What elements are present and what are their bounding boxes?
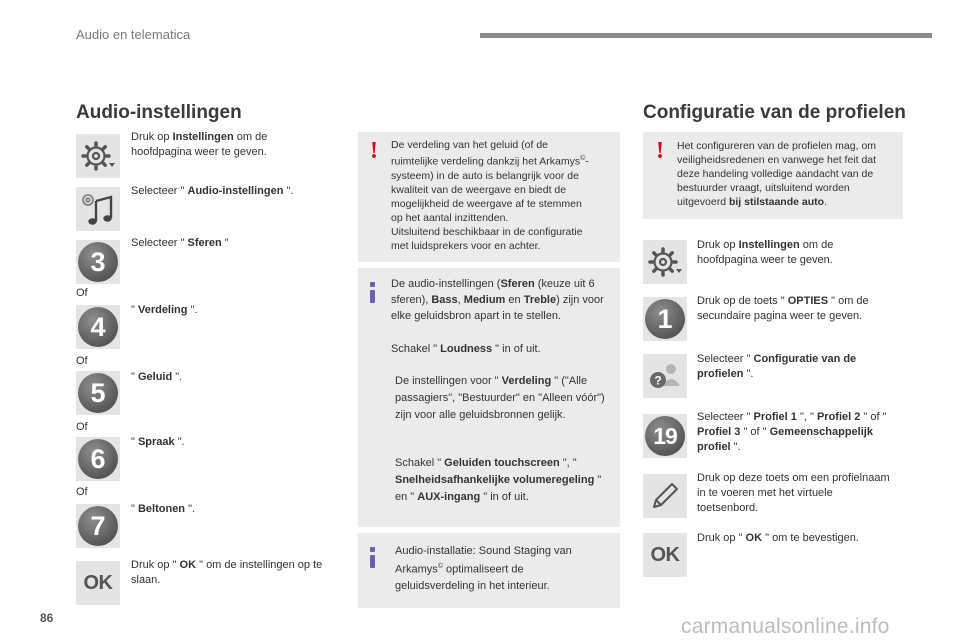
step-text-sferen: Selecteer " Sferen "	[131, 237, 229, 249]
exclamation-icon: !	[370, 138, 378, 164]
step-number-badge: 5	[78, 373, 118, 413]
step-text-verdeling: " Verdeling ".	[131, 304, 198, 316]
edit-tile	[643, 474, 687, 518]
ok-tile	[643, 533, 687, 577]
step-text-geluid: " Geluid ".	[131, 371, 183, 383]
exclamation-icon: !	[656, 138, 664, 164]
profiles-tile	[643, 354, 687, 398]
info-text-sferen: De audio-instellingen (Sferen (keuze uit 6 sferen), Bass, Medium en Treble) zijn voor elke geluidsbron apart in te stellen.	[391, 278, 604, 322]
step-badge-tile	[76, 305, 120, 349]
step-number-badge: 4	[78, 307, 118, 347]
step-number-badge: 7	[78, 506, 118, 546]
info-text-verdeling: De instellingen voor " Verdeling " ("Alle passagiers", "Bestuurder" en "Alleen vóór") zijn voor alle geluidsbronnen gelijk.	[395, 375, 605, 421]
step-number-badge: 19	[645, 416, 685, 456]
running-header: Audio en telematica	[76, 27, 191, 42]
info-text-sound-staging: Audio-installatie: Sound Staging van Arkamys© optimaliseert de geluidsverdeling in het interieur.	[395, 545, 572, 592]
pencil-icon	[645, 476, 685, 516]
audio-tile	[76, 187, 120, 231]
step-badge-tile	[76, 240, 120, 284]
step-number-badge: 3	[78, 242, 118, 282]
watermark: carmanualsonline.info	[681, 615, 890, 638]
step-badge-tile	[643, 297, 687, 341]
or-label: Of	[76, 355, 88, 367]
ok-icon: OK	[650, 543, 680, 566]
header-rule	[480, 33, 932, 38]
settings-tile	[76, 134, 120, 178]
warning-box-distribution	[358, 132, 620, 262]
or-label: Of	[76, 287, 88, 299]
profile-question-icon	[645, 356, 685, 396]
step-text-beltonen: " Beltonen ".	[131, 503, 196, 515]
ok-icon: OK	[83, 571, 113, 594]
step-text-spraak: " Spraak ".	[131, 436, 185, 448]
section-title-profiles: Configuratie van de profielen	[643, 102, 906, 123]
ok-tile	[76, 561, 120, 605]
or-label: Of	[76, 421, 88, 433]
step-text-profielnaam: Druk op deze toets om een profielnaam in te voeren met het virtuele toetsenbord.	[697, 472, 890, 514]
info-box-audio-settings	[358, 268, 620, 527]
step-text-profiel-select: Selecteer " Profiel 1 ", " Profiel 2 " of " Profiel 3 " of " Gemeenschappelijk profiel ".	[697, 411, 887, 453]
warning-text: De verdeling van het geluid (of de ruimtelijke verdeling dankzij het Arkamys©- systeem) in de auto is belangrijk voor de kwaliteit van de weergave en biedt de mogelijkheid de weergave af te stemmen op het aantal inzittenden. Uitsluitend beschikbaar in de configuratie met luidsprekers voor en achter.	[391, 139, 589, 252]
info-icon	[370, 282, 375, 303]
step-text-ok-save: Druk op " OK " om de instellingen op te slaan.	[131, 559, 323, 586]
step-text-instellingen: Druk op Instellingen om de hoofdpagina weer te geven.	[131, 131, 268, 158]
step-badge-tile	[76, 437, 120, 481]
music-note-icon	[78, 189, 118, 229]
info-text-touchscreen: Schakel " Geluiden touchscreen ", " Snelheidsafhankelijke volumeregeling " en " AUX-ingang " in of uit.	[395, 457, 602, 503]
info-icon	[370, 547, 375, 568]
or-label: Of	[76, 486, 88, 498]
info-box-arkamys	[358, 533, 620, 608]
step-number-badge: 1	[645, 299, 685, 339]
gear-icon	[645, 242, 685, 282]
svg-text:?: ?	[654, 373, 662, 388]
info-text-loudness: Schakel " Loudness " in of uit.	[391, 343, 541, 355]
step-text-ok-confirm: Druk op " OK " om te bevestigen.	[697, 532, 859, 544]
gear-icon	[78, 136, 118, 176]
step-number-badge: 6	[78, 439, 118, 479]
step-badge-tile	[643, 414, 687, 458]
step-text-instellingen-right: Druk op Instellingen om de hoofdpagina weer te geven.	[697, 239, 834, 266]
section-title-audio-settings: Audio-instellingen	[76, 102, 242, 123]
page-number: 86	[40, 611, 54, 625]
step-text-opties: Druk op de toets " OPTIES " om de secundaire pagina weer te geven.	[697, 295, 869, 322]
warning-text-profiles: Het configureren van de profielen mag, om veiligheidsredenen en vanwege het feit dat deze handeling volledige aandacht van de bestuurder vraagt, uitsluitend worden uitgevoerd bij stilstaande auto.	[677, 140, 877, 208]
settings-tile	[643, 240, 687, 284]
step-text-audio-instellingen: Selecteer " Audio-instellingen ".	[131, 185, 294, 197]
step-badge-tile	[76, 371, 120, 415]
step-text-configuratie: Selecteer " Configuratie van de profielen ".	[697, 353, 857, 380]
warning-box-profiles	[643, 132, 903, 219]
step-badge-tile	[76, 504, 120, 548]
